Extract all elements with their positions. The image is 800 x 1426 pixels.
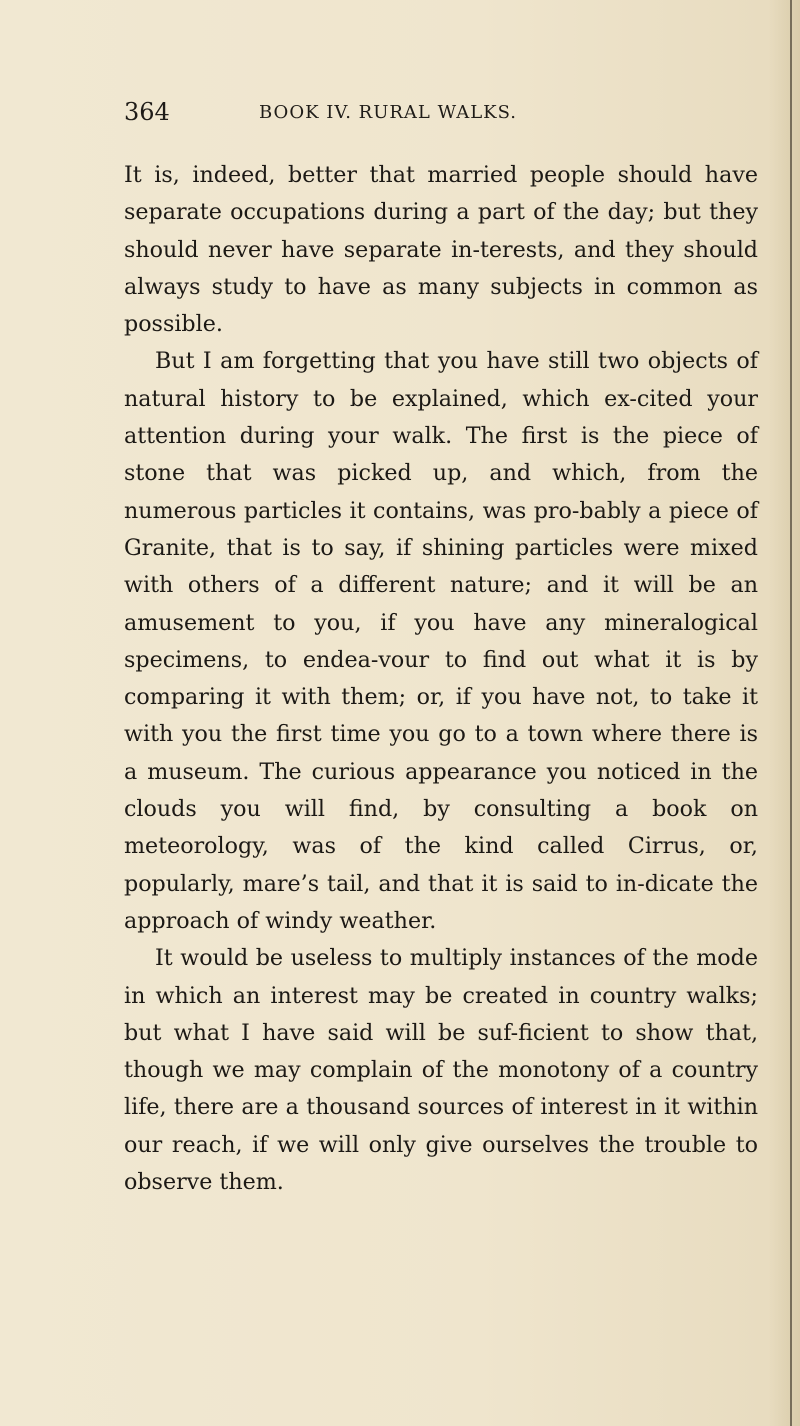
- paragraph: It is, indeed, better that married people should have separate occupations during a part of the day; but they should never have separate in-terests, and they should always study to have as many subjects in common as possible.: [124, 162, 758, 338]
- running-head: BOOK IV. RURAL WALKS.: [259, 102, 518, 123]
- page-number: 364: [124, 98, 170, 126]
- page-header: [124, 96, 724, 132]
- body-text: [124, 157, 758, 1201]
- paragraph: But I am forgetting that you have still two objects of natural history to be explained, which ex-cited your attention during your walk. The first is the piece of stone that was picked up, and which, from the numerous particles it contains, was pro-bably a piece of Granite, that is to say, if shining particles were mixed with others of a different nature; and it will be an amusement to you, if you have any mineralogical specimens, to endea-vour to find out what it is by comparing it with them; or, if you have not, to take it with you the first time you go to a town where there is a museum. The curious appearance you noticed in the clouds you will find, by consulting a book on meteorology, was of the kind called Cirrus, or, popularly, mare’s tail, and that it is said to in-dicate the approach of windy weather.: [124, 348, 758, 934]
- page-edge-line: [790, 0, 792, 1426]
- paragraph: It would be useless to multiply instances of the mode in which an interest may be created in country walks; but what I have said will be suf-ficient to show that, though we may complain of the monotony of a country life, there are a thousand sources of interest in it within our reach, if we will only give ourselves the trouble to observe them.: [124, 945, 758, 1196]
